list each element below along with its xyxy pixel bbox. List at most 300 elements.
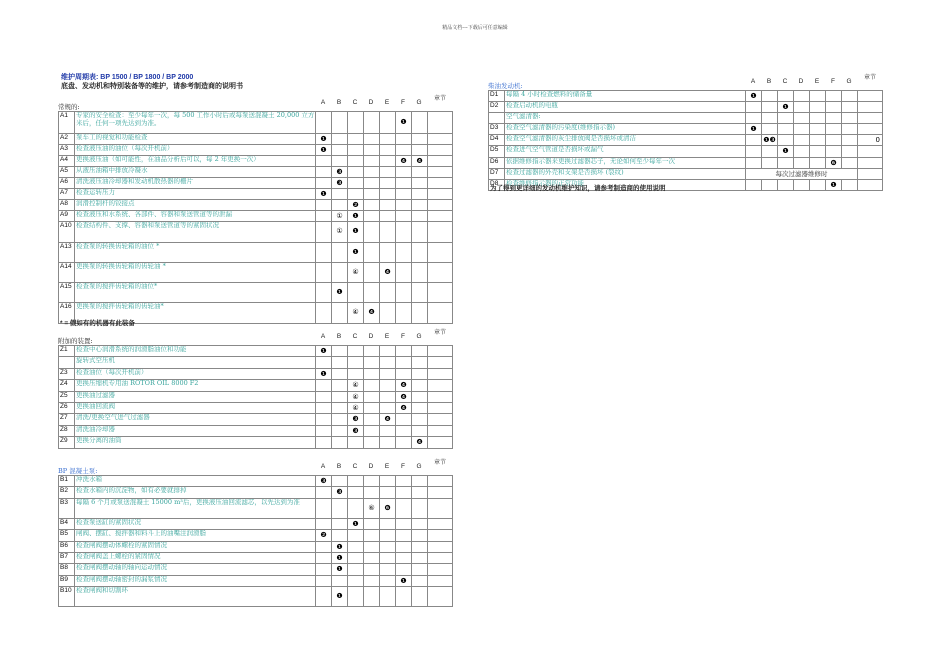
interval-mark-b: ❶ xyxy=(331,587,347,606)
interval-mark-b xyxy=(331,403,347,413)
row-code: Z6 xyxy=(58,403,74,413)
column-header-g: G xyxy=(846,78,852,85)
row-code: B6 xyxy=(58,542,74,552)
row-code: A1 xyxy=(58,112,74,133)
interval-mark-a xyxy=(315,519,331,529)
row-description: 更换油回流阀 xyxy=(74,403,315,413)
section-title: BP 混凝土泵: xyxy=(58,467,98,475)
column-header-chapter: 章节 xyxy=(433,460,446,466)
interval-mark-d xyxy=(793,124,809,134)
column-header-f: F xyxy=(831,78,835,85)
row-chapter xyxy=(857,124,883,134)
interval-mark-f: ❶ xyxy=(395,576,411,586)
interval-mark-c xyxy=(777,124,793,134)
interval-mark-g xyxy=(411,189,427,199)
row-code: B10 xyxy=(58,587,74,606)
row-description: 清洗液压油冷却器和发动机散热器的栅片 xyxy=(74,178,315,188)
interval-mark-a: ❶ xyxy=(315,346,331,356)
row-code: D1 xyxy=(488,91,504,101)
interval-mark-e: ❻ xyxy=(379,499,395,519)
interval-mark-b xyxy=(331,263,347,282)
interval-mark-b xyxy=(331,519,347,529)
row-code: A3 xyxy=(58,145,74,155)
interval-mark-g xyxy=(411,303,427,322)
interval-mark-f xyxy=(825,113,841,123)
column-header-c: C xyxy=(352,333,358,340)
interval-mark-f xyxy=(395,134,411,144)
interval-mark-a xyxy=(315,211,331,221)
row-chapter xyxy=(427,189,453,199)
interval-mark-c xyxy=(347,189,363,199)
interval-mark-b xyxy=(331,156,347,166)
table-row xyxy=(58,356,453,367)
table-row xyxy=(58,368,453,379)
row-code: Z9 xyxy=(58,437,74,447)
column-header-a: A xyxy=(320,333,326,340)
interval-mark-g xyxy=(411,263,427,282)
interval-mark-f xyxy=(395,167,411,177)
interval-mark-c xyxy=(777,135,793,145)
row-description: 检查闸阀摆动轴的轴向运动情况 xyxy=(74,564,315,574)
interval-mark-d xyxy=(363,587,379,606)
interval-mark-f: ❶ xyxy=(395,112,411,133)
interval-mark-f xyxy=(395,564,411,574)
interval-mark-f xyxy=(395,519,411,529)
interval-mark-a: ❶ xyxy=(745,124,761,134)
row-chapter xyxy=(427,283,453,302)
equipment-footnote: * = 假如有的机器有此装备 xyxy=(60,320,135,327)
row-code: A16 xyxy=(58,303,74,322)
row-chapter xyxy=(427,499,453,519)
table-row xyxy=(58,475,453,486)
table-row xyxy=(58,210,453,221)
column-header-a: A xyxy=(320,99,326,106)
interval-mark-g xyxy=(411,487,427,497)
row-chapter xyxy=(427,414,453,424)
interval-mark-d xyxy=(363,211,379,221)
interval-mark-c xyxy=(347,283,363,302)
interval-mark-d xyxy=(363,576,379,586)
interval-mark-b xyxy=(331,243,347,262)
row-chapter xyxy=(427,476,453,486)
interval-mark-d xyxy=(363,112,379,133)
table-row xyxy=(58,586,453,607)
interval-mark-d xyxy=(363,189,379,199)
interval-mark-f xyxy=(395,530,411,540)
interval-mark-d xyxy=(363,200,379,210)
row-description: 从液压油箱中排放冷凝水 xyxy=(74,167,315,177)
interval-mark-e xyxy=(809,146,825,156)
interval-mark-d xyxy=(363,243,379,262)
interval-mark-c: ④ xyxy=(347,380,363,390)
interval-mark-f: ❹ xyxy=(395,380,411,390)
interval-mark-g xyxy=(841,180,857,190)
interval-mark-g xyxy=(411,414,427,424)
row-chapter xyxy=(427,487,453,497)
interval-mark-e xyxy=(379,369,395,379)
table-header xyxy=(488,72,883,90)
interval-mark-d xyxy=(363,403,379,413)
interval-mark-d xyxy=(363,167,379,177)
row-description: 更换泵的转换齿轮箱的齿轮油 * xyxy=(74,263,315,282)
interval-mark-f: ❶ xyxy=(825,180,841,190)
interval-mark-a: ❶ xyxy=(315,369,331,379)
concrete-pump-table xyxy=(58,457,453,607)
interval-mark-d xyxy=(363,426,379,436)
interval-mark-d xyxy=(363,414,379,424)
interval-mark-f xyxy=(395,222,411,241)
interval-mark-g xyxy=(841,113,857,123)
row-description: 检查闸阀和切割环 xyxy=(74,587,315,606)
interval-mark-g xyxy=(411,243,427,262)
interval-mark-b xyxy=(761,91,777,101)
column-header-e: E xyxy=(384,463,390,470)
row-description: 检查泵的转换齿轮箱的油位 * xyxy=(74,243,315,262)
table-row xyxy=(58,575,453,586)
interval-mark-a xyxy=(315,587,331,606)
row-code: Z3 xyxy=(58,369,74,379)
interval-mark-g xyxy=(411,134,427,144)
table-row xyxy=(58,498,453,519)
row-description: 润滑控制杆的铰接点 xyxy=(74,200,315,210)
row-description: 检查闸阀盖上螺栓的紧固情况 xyxy=(74,553,315,563)
interval-mark-a: ❶ xyxy=(745,91,761,101)
table-row xyxy=(488,134,883,145)
row-chapter xyxy=(427,263,453,282)
interval-mark-e xyxy=(809,135,825,145)
row-chapter xyxy=(427,519,453,529)
interval-mark-f xyxy=(395,357,411,367)
interval-mark-e xyxy=(379,392,395,402)
interval-mark-e xyxy=(379,542,395,552)
interval-mark-g xyxy=(411,357,427,367)
row-description: 检查空气滤清器的污染度(维修指示器) xyxy=(504,124,745,134)
interval-mark-a xyxy=(315,178,331,188)
interval-mark-d: ⑥ xyxy=(363,499,379,519)
interval-mark-c xyxy=(347,587,363,606)
interval-mark-b xyxy=(331,437,347,447)
interval-mark-g xyxy=(841,158,857,168)
table-row xyxy=(58,425,453,436)
row-chapter xyxy=(857,102,883,112)
interval-mark-e: ❹ xyxy=(379,414,395,424)
interval-mark-d xyxy=(363,476,379,486)
interval-mark-f xyxy=(395,243,411,262)
interval-mark-d xyxy=(363,369,379,379)
row-code: B1 xyxy=(58,476,74,486)
column-header-a: A xyxy=(750,78,756,85)
interval-mark-b: ① xyxy=(331,211,347,221)
row-chapter xyxy=(427,587,453,606)
table-row xyxy=(58,552,453,563)
document-title xyxy=(61,73,331,91)
diesel-engine-table xyxy=(488,72,883,191)
interval-mark-e: ❹ xyxy=(379,263,395,282)
row-chapter xyxy=(427,564,453,574)
interval-mark-b xyxy=(331,499,347,519)
table-row xyxy=(58,563,453,574)
row-description: 检查油位（每次开机前） xyxy=(74,369,315,379)
row-interval-note: 每次过滤器维修时 xyxy=(745,169,857,179)
table-row xyxy=(58,221,453,241)
interval-mark-a xyxy=(315,167,331,177)
row-code: B7 xyxy=(58,553,74,563)
interval-mark-a xyxy=(315,357,331,367)
interval-mark-d xyxy=(363,156,379,166)
row-description: 冲洗水箱 xyxy=(74,476,315,486)
interval-mark-f xyxy=(395,476,411,486)
interval-mark-c xyxy=(347,167,363,177)
interval-mark-c xyxy=(347,530,363,540)
interval-mark-b: ❶ xyxy=(331,283,347,302)
interval-mark-e xyxy=(379,167,395,177)
row-chapter xyxy=(427,369,453,379)
row-code: B2 xyxy=(58,487,74,497)
row-code: A7 xyxy=(58,189,74,199)
interval-mark-e xyxy=(809,124,825,134)
column-header-d: D xyxy=(368,463,374,470)
interval-mark-g xyxy=(411,346,427,356)
interval-mark-g: ❹ xyxy=(411,156,427,166)
interval-mark-c: ❶ xyxy=(347,519,363,529)
column-header-e: E xyxy=(814,78,820,85)
table-row xyxy=(58,345,453,356)
interval-mark-b xyxy=(331,414,347,424)
interval-mark-a xyxy=(315,426,331,436)
interval-mark-d xyxy=(363,134,379,144)
row-chapter xyxy=(427,178,453,188)
interval-mark-g xyxy=(841,102,857,112)
row-code: D6 xyxy=(488,158,504,168)
interval-mark-c xyxy=(777,158,793,168)
row-code: B5 xyxy=(58,530,74,540)
column-header-chapter: 章节 xyxy=(433,330,446,336)
interval-mark-c xyxy=(347,145,363,155)
interval-mark-g xyxy=(841,91,857,101)
interval-mark-d xyxy=(363,519,379,529)
interval-mark-f xyxy=(825,135,841,145)
interval-mark-a xyxy=(315,437,331,447)
interval-mark-g xyxy=(411,283,427,302)
interval-mark-g xyxy=(411,564,427,574)
table-row xyxy=(58,111,453,133)
interval-mark-g xyxy=(411,553,427,563)
interval-mark-g xyxy=(411,167,427,177)
interval-mark-a: ❶ xyxy=(315,145,331,155)
row-code: A6 xyxy=(58,178,74,188)
row-code: D7 xyxy=(488,169,504,179)
row-description: 清洗/更换空气进气过滤器 xyxy=(74,414,315,424)
row-description: 检查结构件、支撑、容器和泵送管道等的紧固状况 xyxy=(74,222,315,241)
column-header-chapter: 章节 xyxy=(433,96,446,102)
interval-mark-c xyxy=(347,437,363,447)
interval-mark-e xyxy=(379,283,395,302)
interval-mark-a xyxy=(315,542,331,552)
interval-mark-d xyxy=(363,357,379,367)
table-row xyxy=(58,133,453,144)
interval-mark-b: ❶ xyxy=(331,542,347,552)
row-chapter xyxy=(427,530,453,540)
row-chapter xyxy=(427,576,453,586)
interval-mark-b xyxy=(331,303,347,322)
row-chapter xyxy=(427,243,453,262)
column-header-f: F xyxy=(401,333,405,340)
interval-mark-f: ❹ xyxy=(395,403,411,413)
interval-mark-a xyxy=(745,102,761,112)
interval-mark-e xyxy=(379,426,395,436)
interval-mark-d xyxy=(363,392,379,402)
table-row xyxy=(58,518,453,529)
column-header-g: G xyxy=(416,333,422,340)
column-header-b: B xyxy=(336,463,342,470)
interval-mark-a xyxy=(745,113,761,123)
row-chapter xyxy=(427,156,453,166)
interval-mark-b xyxy=(331,200,347,210)
row-chapter xyxy=(427,426,453,436)
row-chapter xyxy=(427,542,453,552)
interval-mark-e xyxy=(379,564,395,574)
row-code: A4 xyxy=(58,156,74,166)
row-description: 检查中心润滑系统的润滑脂油位和功能 xyxy=(74,346,315,356)
interval-mark-g xyxy=(411,476,427,486)
row-chapter xyxy=(857,169,883,179)
interval-mark-e xyxy=(379,134,395,144)
interval-mark-a xyxy=(315,156,331,166)
interval-mark-b: ❸ xyxy=(331,487,347,497)
interval-mark-c: ④ xyxy=(347,392,363,402)
row-code xyxy=(58,357,74,367)
table-row xyxy=(488,145,883,156)
interval-mark-c xyxy=(347,476,363,486)
interval-mark-f xyxy=(395,178,411,188)
table-header xyxy=(58,457,453,475)
row-chapter xyxy=(857,180,883,190)
interval-mark-a xyxy=(745,180,761,190)
interval-mark-d xyxy=(793,91,809,101)
interval-mark-d xyxy=(363,553,379,563)
interval-mark-c: ❶ xyxy=(777,102,793,112)
table-row xyxy=(58,199,453,210)
row-description: 更换压缩机专用油 ROTOR OIL 8000 F2 xyxy=(74,380,315,390)
interval-mark-b: ❸ xyxy=(331,178,347,188)
interval-mark-d xyxy=(363,542,379,552)
column-header-d: D xyxy=(368,99,374,106)
row-code xyxy=(488,113,504,123)
column-header-e: E xyxy=(384,99,390,106)
table-row xyxy=(58,144,453,155)
interval-mark-c: ❸ xyxy=(347,426,363,436)
interval-mark-b xyxy=(761,113,777,123)
interval-mark-g xyxy=(411,576,427,586)
interval-mark-f xyxy=(395,303,411,322)
row-code: B3 xyxy=(58,499,74,519)
column-header-d: D xyxy=(368,333,374,340)
interval-mark-e xyxy=(809,158,825,168)
row-code: Z4 xyxy=(58,380,74,390)
row-description: 每隔 4 小时检查燃料的储备量 xyxy=(504,91,745,101)
row-code: A10 xyxy=(58,222,74,241)
row-chapter xyxy=(427,145,453,155)
interval-mark-d xyxy=(793,135,809,145)
interval-mark-a xyxy=(315,564,331,574)
column-header-a: A xyxy=(320,463,326,470)
interval-mark-c xyxy=(347,178,363,188)
row-code: B8 xyxy=(58,564,74,574)
interval-mark-b xyxy=(761,124,777,134)
interval-mark-g xyxy=(411,392,427,402)
table-row xyxy=(58,242,453,262)
interval-mark-c: ④ xyxy=(347,263,363,282)
row-chapter xyxy=(857,158,883,168)
interval-mark-b xyxy=(331,346,347,356)
interval-mark-f xyxy=(395,263,411,282)
interval-mark-a xyxy=(315,200,331,210)
interval-mark-f xyxy=(825,102,841,112)
interval-mark-e xyxy=(379,487,395,497)
interval-mark-b: ❶ xyxy=(331,564,347,574)
row-description: 检查进气空气管道是否损坏或漏气 xyxy=(504,146,745,156)
row-chapter xyxy=(427,211,453,221)
interval-mark-a: ❷ xyxy=(315,530,331,540)
table-row xyxy=(58,486,453,497)
interval-mark-g xyxy=(411,380,427,390)
title-line-2: 底盘、发动机和特别装备等的维护，请参考制造商的说明书 xyxy=(61,83,243,90)
interval-mark-g xyxy=(411,426,427,436)
row-description: 每隔 6 个月或泵送混凝土 15000 m³后，更换液压油回流滤芯，以先达到为准 xyxy=(74,499,315,519)
row-description: 检查泵送缸的紧固状况 xyxy=(74,519,315,529)
interval-mark-c: ④ xyxy=(347,403,363,413)
interval-mark-b xyxy=(761,180,777,190)
row-code: D8 xyxy=(488,180,504,190)
table-row xyxy=(58,413,453,424)
row-code: Z1 xyxy=(58,346,74,356)
interval-mark-d xyxy=(363,346,379,356)
column-header-c: C xyxy=(352,463,358,470)
interval-mark-b: ❸ xyxy=(331,167,347,177)
interval-mark-f xyxy=(395,587,411,606)
row-description: 检查启动机的电瓶 xyxy=(504,102,745,112)
interval-mark-g xyxy=(411,369,427,379)
interval-mark-b xyxy=(331,476,347,486)
interval-mark-b xyxy=(761,102,777,112)
row-chapter xyxy=(427,303,453,322)
row-description: 检查液压油的油位（每次开机前） xyxy=(74,145,315,155)
interval-mark-a xyxy=(315,380,331,390)
interval-mark-e xyxy=(379,403,395,413)
interval-mark-e xyxy=(809,113,825,123)
row-description: 旋转式空压机 xyxy=(74,357,315,367)
interval-mark-b xyxy=(331,530,347,540)
interval-mark-a xyxy=(315,576,331,586)
interval-mark-e xyxy=(379,519,395,529)
interval-mark-c xyxy=(777,180,793,190)
table-row xyxy=(58,391,453,402)
interval-mark-e xyxy=(379,222,395,241)
interval-mark-e xyxy=(379,156,395,166)
row-code: A13 xyxy=(58,243,74,262)
row-code: Z7 xyxy=(58,414,74,424)
row-description: 清洗油冷却器 xyxy=(74,426,315,436)
column-header-d: D xyxy=(798,78,804,85)
interval-mark-c xyxy=(347,112,363,133)
row-chapter xyxy=(857,146,883,156)
interval-mark-a xyxy=(745,158,761,168)
interval-mark-g xyxy=(411,403,427,413)
row-description: 检查闸阀摆动轴密封的漏浆情况 xyxy=(74,576,315,586)
interval-mark-f xyxy=(395,553,411,563)
interval-mark-f xyxy=(395,499,411,519)
interval-mark-f xyxy=(395,283,411,302)
